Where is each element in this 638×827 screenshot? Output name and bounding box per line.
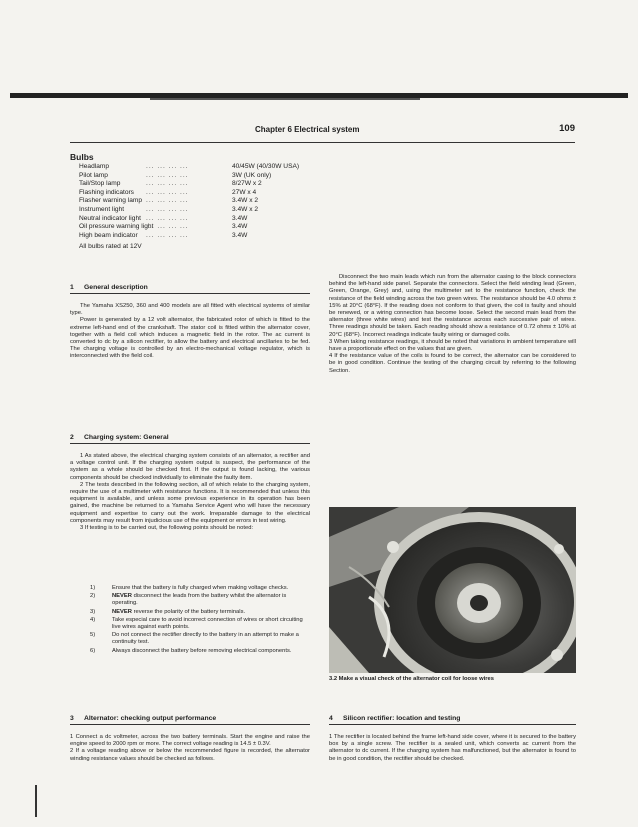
section-1-heading — [70, 284, 310, 294]
bulbs-spec-table — [70, 152, 370, 250]
section-2-heading — [70, 434, 310, 444]
section-title: General description — [84, 284, 148, 291]
scan-top-bar-shadow — [150, 98, 420, 100]
bulb-label: Oil pressure warning light — [79, 223, 154, 231]
section-title: Charging system: General — [84, 434, 169, 441]
section-number: 1 — [70, 284, 74, 291]
page-number: 109 — [559, 123, 575, 134]
scan-margin-mark — [35, 785, 37, 817]
list-number: 5) — [90, 632, 96, 639]
list-item — [90, 585, 308, 592]
bulb-value: 3.4W x 2 — [232, 205, 259, 213]
chapter-title: Chapter 6 Electrical system — [255, 125, 360, 134]
bulbs-note: All bulbs rated at 12V — [79, 243, 142, 251]
bulb-row — [70, 232, 370, 241]
section-number: 3 — [70, 715, 74, 722]
section-1-body — [70, 303, 310, 361]
list-number: 1) — [90, 585, 96, 591]
section-title: Silicon rectifier: location and testing — [343, 715, 461, 722]
figure-caption: 3.2 Make a visual check of the alternator coil for loose wires — [329, 676, 494, 682]
list-text: disconnect the leads from the battery whilst the alternator is operating. — [112, 593, 287, 607]
paragraph: 4 If the resistance value of the coils is found to be correct, the alternator can be considered to be in good condition. Continue the testing of the charging circuit by referring to the following Section. — [329, 353, 576, 374]
paragraph: 3 When taking resistance readings, it should be noted that variations in ambient temperature will have a proportionate effect on the values that are given. — [329, 338, 576, 353]
section-3-body — [70, 734, 310, 763]
bulb-row — [70, 197, 370, 206]
bulb-label: Instrument light — [79, 205, 125, 213]
list-number: 2) — [90, 593, 96, 600]
list-item — [90, 648, 308, 655]
leader-dots: ... ... ... ... — [146, 163, 189, 170]
bulb-value: 3.4W — [232, 231, 248, 239]
section-title: Alternator: checking output performance — [84, 715, 217, 722]
section-4-heading — [329, 715, 576, 725]
list-text: Do not connect the rectifier directly to the battery in an attempt to make a continuity test. — [112, 632, 299, 646]
list-number: 3) — [90, 608, 96, 615]
bulb-label: High beam indicator — [79, 231, 138, 239]
bulb-row — [70, 215, 370, 224]
list-item — [90, 593, 308, 607]
section-number: 2 — [70, 434, 74, 441]
bulb-label: Flasher warning lamp — [79, 197, 143, 205]
alternator-photo-graphic — [329, 507, 576, 673]
right-column-body — [329, 274, 576, 375]
list-emphasis: NEVER — [112, 608, 132, 615]
bulb-value: 3W (UK only) — [232, 171, 272, 179]
paragraph: 1 Connect a dc voltmeter, across the two battery terminals. Start the engine and raise the engine speed to 2000 rpm or more. The correct voltage reading is 14.5 ± 0.3V. — [70, 734, 310, 748]
bulb-label: Headlamp — [79, 163, 110, 170]
list-text: Always disconnect the battery before removing electrical components. — [112, 647, 292, 654]
bulb-row — [70, 206, 370, 215]
bulb-value: 8/27W x 2 — [232, 180, 262, 188]
paragraph: 1 The rectifier is located behind the frame left-hand side cover, where it is secured to the battery box by a single screw. The rectifier is a sealed unit, which converts ac current from the alternator to dc current. If the charging system has malfunctioned, but the alternator is found to be in good condition, the rectifier should be checked. — [329, 734, 576, 762]
bulb-value: 40/45W (40/30W USA) — [232, 163, 300, 170]
leader-dots: ... ... ... ... — [146, 188, 189, 196]
bulb-label: Neutral indicator light — [79, 214, 141, 222]
bulb-row — [70, 189, 370, 198]
bulb-label: Flashing indicators — [79, 188, 134, 196]
section-3-heading — [70, 715, 310, 725]
paragraph: The Yamaha XS250, 360 and 400 models are all fitted with electrical systems of similar type. — [70, 303, 310, 317]
list-emphasis: NEVER — [112, 593, 132, 600]
leader-dots: ... ... ... ... — [146, 197, 189, 205]
header-rule — [70, 142, 575, 143]
alternator-photo — [329, 507, 576, 673]
list-item — [90, 609, 308, 616]
section-number: 4 — [329, 715, 333, 722]
bulb-row — [70, 172, 370, 181]
bulb-value: 3.4W — [232, 214, 248, 222]
list-text: Ensure that the battery is fully charged when making voltage checks. — [112, 585, 289, 591]
paragraph: Power is generated by a 12 volt alternator, the fabricated rotor of which is fitted to the extreme left-hand end of the crankshaft. The stator coil is fitted within the alternator cover, together with a field coil which induces a magnetic field in the rotor. The ac current is converted to dc by a silicon rectifier, to allow the battery and electrical ancillaries to be fed. The charging voltage is controlled by an electro-mechanical voltage regulator, which is interconnected with the field coil. — [70, 317, 310, 360]
list-item — [90, 617, 308, 631]
section-4-body — [329, 734, 576, 763]
leader-dots: ... ... ... ... — [146, 180, 189, 188]
leader-dots: ... ... ... ... — [146, 223, 189, 231]
list-text: Take especial care to avoid incorrect connection of wires or short circuiting live wires against earth points. — [112, 616, 303, 631]
list-item — [90, 632, 308, 646]
list-number: 6) — [90, 647, 96, 654]
bulbs-heading: Bulbs — [70, 152, 94, 162]
leader-dots: ... ... ... ... — [146, 205, 189, 213]
page-header — [70, 123, 575, 139]
leader-dots: ... ... ... ... — [146, 231, 189, 239]
bulb-row — [70, 223, 370, 232]
paragraph: Disconnect the two main leads which run from the alternator casing to the block connectors behind the left-hand side panel. Separate the connectors. Select the field winding lead (Green, Green, Orange, Grey) and, using the multimeter set to the resistance function, check the resistance of the field winding across the two green wires. The resistance should be 4.0 ohms ± 15% at 20°C (68°F). If the reading does not conform to that given, the coil is faulty and should be renewed, or a wiring connection has become loose. Select the second main lead from the alternator (three white wires) and test the resistance across each successive pair of wires. Three readings should be taken. Each reading should show a resistance of 0.72 ohms ± 10% at 20°C (68°F). Incorrect readings indicate faulty wiring or damaged coils. — [329, 274, 576, 338]
list-number: 4) — [90, 616, 96, 623]
bulb-value: 27W x 4 — [232, 188, 257, 196]
bulb-row — [70, 163, 370, 172]
paragraph: 3 If testing is to be carried out, the following points should be noted: — [80, 525, 254, 532]
paragraph: 1 As stated above, the electrical charging system consists of an alternator, a rectifier and a voltage control unit. If the charging system output is suspect, the performance of the system as a whole should be checked first. If the output is found lacking, the various components should be checked individually to eliminate the faulty item. — [70, 453, 310, 481]
bulb-value: 3.4W — [232, 223, 248, 231]
precautions-list — [90, 585, 308, 656]
paragraph: 2 The tests described in the following section, all of which relate to the charging system, require the use of a multimeter with resistance functions. It is recommended that unless this equipment is available, and unless some previous experience in its operation has been gained, the machine be returned to a Yamaha Service Agent who will have the necessary equipment and expertise to carry out the work. Irreparable damage to the electrical components may result from injudicious use of the equipment or errors in test wiring. — [70, 481, 310, 524]
bulb-label: Pilot lamp — [79, 171, 108, 179]
leader-dots: ... ... ... ... — [146, 171, 189, 179]
bulb-value: 3.4W x 2 — [232, 197, 259, 205]
leader-dots: ... ... ... ... — [146, 214, 189, 222]
paragraph: 2 If a voltage reading above or below the recommended figure is recorded, the alternator winding resistance values should be checked as follows. — [70, 748, 310, 762]
list-text: reverse the polarity of the battery terminals. — [131, 608, 246, 615]
bulb-label: Tail/Stop lamp — [79, 180, 121, 188]
bulb-row — [70, 180, 370, 189]
section-2-body — [70, 453, 310, 532]
